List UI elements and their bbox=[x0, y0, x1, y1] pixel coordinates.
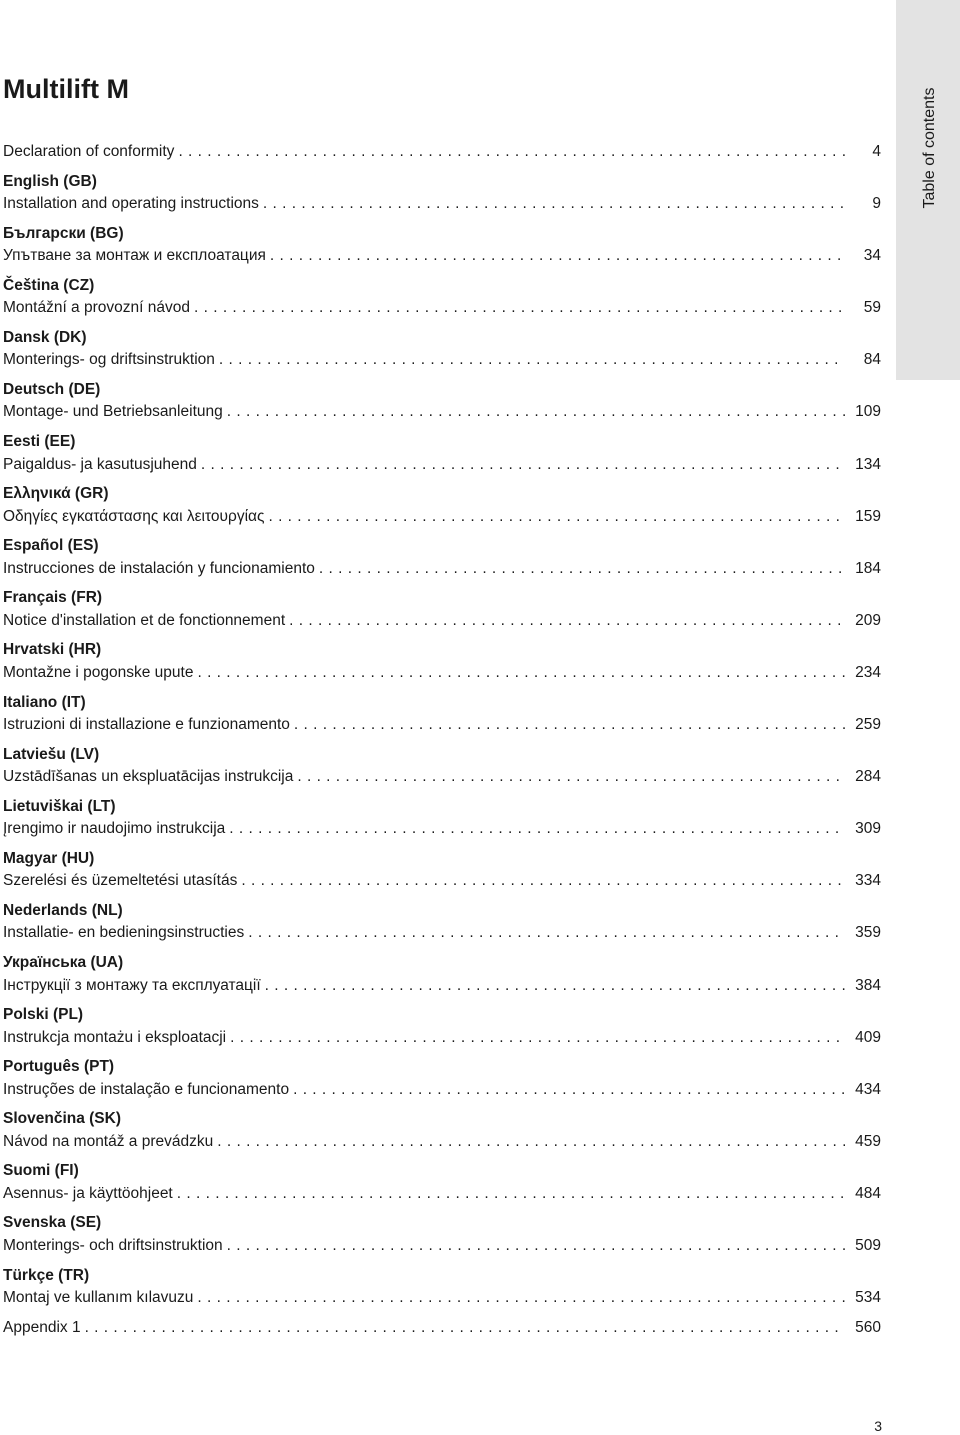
toc-entry[interactable] bbox=[3, 952, 881, 997]
toc-entry-title: Asennus- ja käyttöohjeet bbox=[3, 1184, 173, 1202]
toc-entry-title: Installation and operating instructions bbox=[3, 195, 259, 213]
toc-row[interactable] bbox=[3, 1027, 881, 1050]
toc-page-number: 359 bbox=[855, 924, 881, 942]
toc-language-heading: Español (ES) bbox=[3, 537, 99, 555]
toc-dot-leader bbox=[294, 714, 845, 737]
toc-page-number: 384 bbox=[855, 976, 881, 994]
toc-entry-title: Montažne i pogonske upute bbox=[3, 663, 194, 681]
toc-dot-leader bbox=[297, 766, 845, 789]
toc-entry-title: Інструкції з монтажу та експлуатації bbox=[3, 976, 261, 994]
toc-dot-leader bbox=[265, 975, 845, 998]
page-number: 3 bbox=[874, 1418, 882, 1434]
toc-entry[interactable] bbox=[3, 900, 881, 945]
toc-dot-leader bbox=[197, 1287, 845, 1310]
toc-entry[interactable] bbox=[3, 587, 881, 632]
toc-language-heading: Ελληνικά (GR) bbox=[3, 485, 109, 503]
toc-language-heading: Slovenčina (SK) bbox=[3, 1110, 121, 1128]
toc-dot-leader bbox=[177, 1183, 845, 1206]
toc-entry[interactable] bbox=[3, 692, 881, 737]
toc-page-number: 309 bbox=[855, 820, 881, 838]
toc-language-heading: Nederlands (NL) bbox=[3, 901, 123, 919]
toc-row[interactable] bbox=[3, 1131, 881, 1154]
toc-language-heading: Português (PT) bbox=[3, 1058, 115, 1076]
toc-dot-leader bbox=[241, 870, 845, 893]
toc-entry[interactable] bbox=[3, 223, 881, 268]
toc-page-number: 509 bbox=[855, 1236, 881, 1254]
toc-language-heading: Dansk (DK) bbox=[3, 328, 87, 346]
toc-language-heading: Italiano (IT) bbox=[3, 693, 86, 711]
toc-language-heading: Türkçe (TR) bbox=[3, 1266, 90, 1284]
toc-row[interactable] bbox=[3, 1287, 881, 1310]
toc-dot-leader bbox=[293, 1079, 845, 1102]
toc-entry[interactable] bbox=[3, 1317, 881, 1340]
toc-row[interactable] bbox=[3, 975, 881, 998]
toc-entry[interactable] bbox=[3, 327, 881, 372]
toc-dot-leader bbox=[178, 141, 845, 164]
toc-page-number: 209 bbox=[855, 611, 881, 629]
toc-page-number: 9 bbox=[872, 195, 881, 213]
toc-language-heading: Українська (UA) bbox=[3, 954, 124, 971]
toc-entry[interactable] bbox=[3, 1108, 881, 1153]
toc-language-heading: Hrvatski (HR) bbox=[3, 641, 102, 659]
toc-dot-leader bbox=[289, 610, 845, 633]
toc-dot-leader bbox=[263, 193, 845, 216]
toc-language-heading: Svenska (SE) bbox=[3, 1214, 102, 1232]
toc-dot-leader bbox=[248, 922, 845, 945]
toc-row[interactable] bbox=[3, 349, 881, 372]
toc-row[interactable] bbox=[3, 1079, 881, 1102]
toc-entry-title: Montážní a provozní návod bbox=[3, 299, 190, 317]
toc-row[interactable] bbox=[3, 558, 881, 581]
toc-page-number: 560 bbox=[855, 1318, 881, 1336]
toc-page-number: 484 bbox=[855, 1184, 881, 1202]
toc-language-heading: Deutsch (DE) bbox=[3, 380, 101, 398]
toc-row[interactable] bbox=[3, 1235, 881, 1258]
toc-page-number: 84 bbox=[863, 351, 881, 369]
toc-row[interactable] bbox=[3, 662, 881, 685]
toc-entry[interactable] bbox=[3, 431, 881, 476]
toc-dot-leader bbox=[229, 818, 845, 841]
toc-dot-leader bbox=[197, 662, 845, 685]
toc-dot-leader bbox=[230, 1027, 845, 1050]
toc-entry[interactable] bbox=[3, 1004, 881, 1049]
toc-dot-leader bbox=[319, 558, 845, 581]
toc-language-heading: English (GB) bbox=[3, 172, 97, 190]
toc-page-number: 284 bbox=[855, 768, 881, 786]
toc-language-heading: Lietuviškai (LT) bbox=[3, 797, 116, 815]
toc-page-number: 259 bbox=[855, 716, 881, 734]
toc-entry[interactable] bbox=[3, 275, 881, 320]
toc-entry[interactable] bbox=[3, 171, 881, 216]
toc-entry-title: Instruções de instalação e funcionamento bbox=[3, 1080, 290, 1098]
toc-entry-title: Appendix 1 bbox=[3, 1318, 81, 1336]
toc-entry-title: Uzstādīšanas un ekspluatācijas instrukcija bbox=[3, 768, 294, 786]
toc-page-number: 4 bbox=[872, 143, 881, 160]
toc-page-number: 434 bbox=[855, 1080, 881, 1098]
toc-page-number: 184 bbox=[855, 559, 881, 577]
toc-dot-leader bbox=[219, 349, 845, 372]
toc-language-heading: Čeština (CZ) bbox=[3, 276, 95, 294]
toc-entry-title: Návod na montáž a prevádzku bbox=[3, 1132, 214, 1150]
toc-row[interactable] bbox=[3, 870, 881, 893]
toc-row[interactable] bbox=[3, 401, 881, 424]
toc-language-heading: Suomi (FI) bbox=[3, 1162, 79, 1180]
toc-entry-title: Notice d'installation et de fonctionnement bbox=[3, 611, 286, 629]
toc-row[interactable] bbox=[3, 245, 881, 268]
toc-entry-title: Declaration of conformity bbox=[3, 143, 175, 160]
toc-row[interactable] bbox=[3, 1317, 881, 1340]
toc-page-number: 534 bbox=[855, 1289, 881, 1307]
toc-row[interactable] bbox=[3, 766, 881, 789]
toc-entry[interactable] bbox=[3, 639, 881, 684]
toc-entry-title: Упътване за монтаж и експлоатация bbox=[3, 247, 266, 265]
toc-entry[interactable] bbox=[3, 848, 881, 893]
toc-row[interactable] bbox=[3, 610, 881, 633]
toc-language-heading: Eesti (EE) bbox=[3, 433, 76, 451]
toc-page-number: 134 bbox=[855, 455, 881, 473]
toc-entry[interactable] bbox=[3, 1265, 881, 1310]
toc-dot-leader bbox=[194, 297, 845, 320]
toc-page-number: 459 bbox=[855, 1132, 881, 1150]
toc-entry[interactable] bbox=[3, 796, 881, 841]
toc-dot-leader bbox=[268, 506, 845, 529]
toc-dot-leader bbox=[227, 401, 845, 424]
toc-entry-title: Įrengimo ir naudojimo instrukcija bbox=[3, 820, 226, 838]
toc-dot-leader bbox=[217, 1131, 845, 1154]
toc-entry-title: Instrukcja montażu i eksploatacji bbox=[3, 1028, 227, 1046]
toc-dot-leader bbox=[227, 1235, 845, 1258]
side-tab-label: Table of contents bbox=[921, 87, 938, 209]
toc-entry-title: Οδηγίες εγκατάστασης και λειτουργίας bbox=[3, 507, 265, 525]
toc-entry-title: Installatie- en bedieningsinstructies bbox=[3, 924, 245, 942]
toc-row[interactable] bbox=[3, 297, 881, 320]
toc-entry-title: Instrucciones de instalación y funcionamiento bbox=[3, 559, 315, 577]
toc-row[interactable] bbox=[3, 454, 881, 477]
toc-row[interactable] bbox=[3, 141, 881, 164]
toc-page-number: 159 bbox=[855, 507, 881, 525]
toc-row[interactable] bbox=[3, 1183, 881, 1206]
toc-entry-title: Montage- und Betriebsanleitung bbox=[3, 403, 223, 421]
toc-entry-title: Monterings- och driftsinstruktion bbox=[3, 1236, 223, 1254]
toc-dot-leader bbox=[201, 454, 845, 477]
toc-row[interactable] bbox=[3, 922, 881, 945]
toc-entry[interactable] bbox=[3, 141, 881, 164]
toc-entry-title: Szerelési és üzemeltetési utasítás bbox=[3, 872, 238, 890]
toc-page-number: 234 bbox=[855, 663, 881, 681]
toc-entry-title: Istruzioni di installazione e funzionamento bbox=[3, 716, 290, 734]
toc-entry-title: Montaj ve kullanım kılavuzu bbox=[3, 1289, 194, 1307]
toc-entry-title: Monterings- og driftsinstruktion bbox=[3, 351, 215, 369]
toc-language-heading: Polski (PL) bbox=[3, 1006, 84, 1024]
toc-entry[interactable] bbox=[3, 535, 881, 580]
toc-language-heading: Български (BG) bbox=[3, 224, 124, 242]
page-title: Multilift M bbox=[3, 74, 129, 105]
toc-page-number: 59 bbox=[863, 299, 881, 317]
toc-entry[interactable] bbox=[3, 379, 881, 424]
toc-page-number: 34 bbox=[863, 247, 881, 265]
toc-language-heading: Magyar (HU) bbox=[3, 849, 95, 867]
toc-entry[interactable] bbox=[3, 483, 881, 528]
toc-entry[interactable] bbox=[3, 1056, 881, 1101]
toc-page-number: 334 bbox=[855, 872, 881, 890]
toc-entry-title: Paigaldus- ja kasutusjuhend bbox=[3, 455, 197, 473]
toc-language-heading: Latviešu (LV) bbox=[3, 745, 100, 763]
toc-row[interactable] bbox=[3, 193, 881, 216]
toc-page-number: 409 bbox=[855, 1028, 881, 1046]
toc-entry[interactable] bbox=[3, 1160, 881, 1205]
toc-entry[interactable] bbox=[3, 1212, 881, 1257]
toc-row[interactable] bbox=[3, 506, 881, 529]
toc-page-number: 109 bbox=[855, 403, 881, 421]
toc-row[interactable] bbox=[3, 818, 881, 841]
toc-language-heading: Français (FR) bbox=[3, 589, 103, 607]
table-of-contents bbox=[3, 141, 881, 1346]
toc-row[interactable] bbox=[3, 714, 881, 737]
toc-dot-leader bbox=[85, 1317, 845, 1340]
toc-dot-leader bbox=[270, 245, 845, 268]
toc-entry[interactable] bbox=[3, 744, 881, 789]
